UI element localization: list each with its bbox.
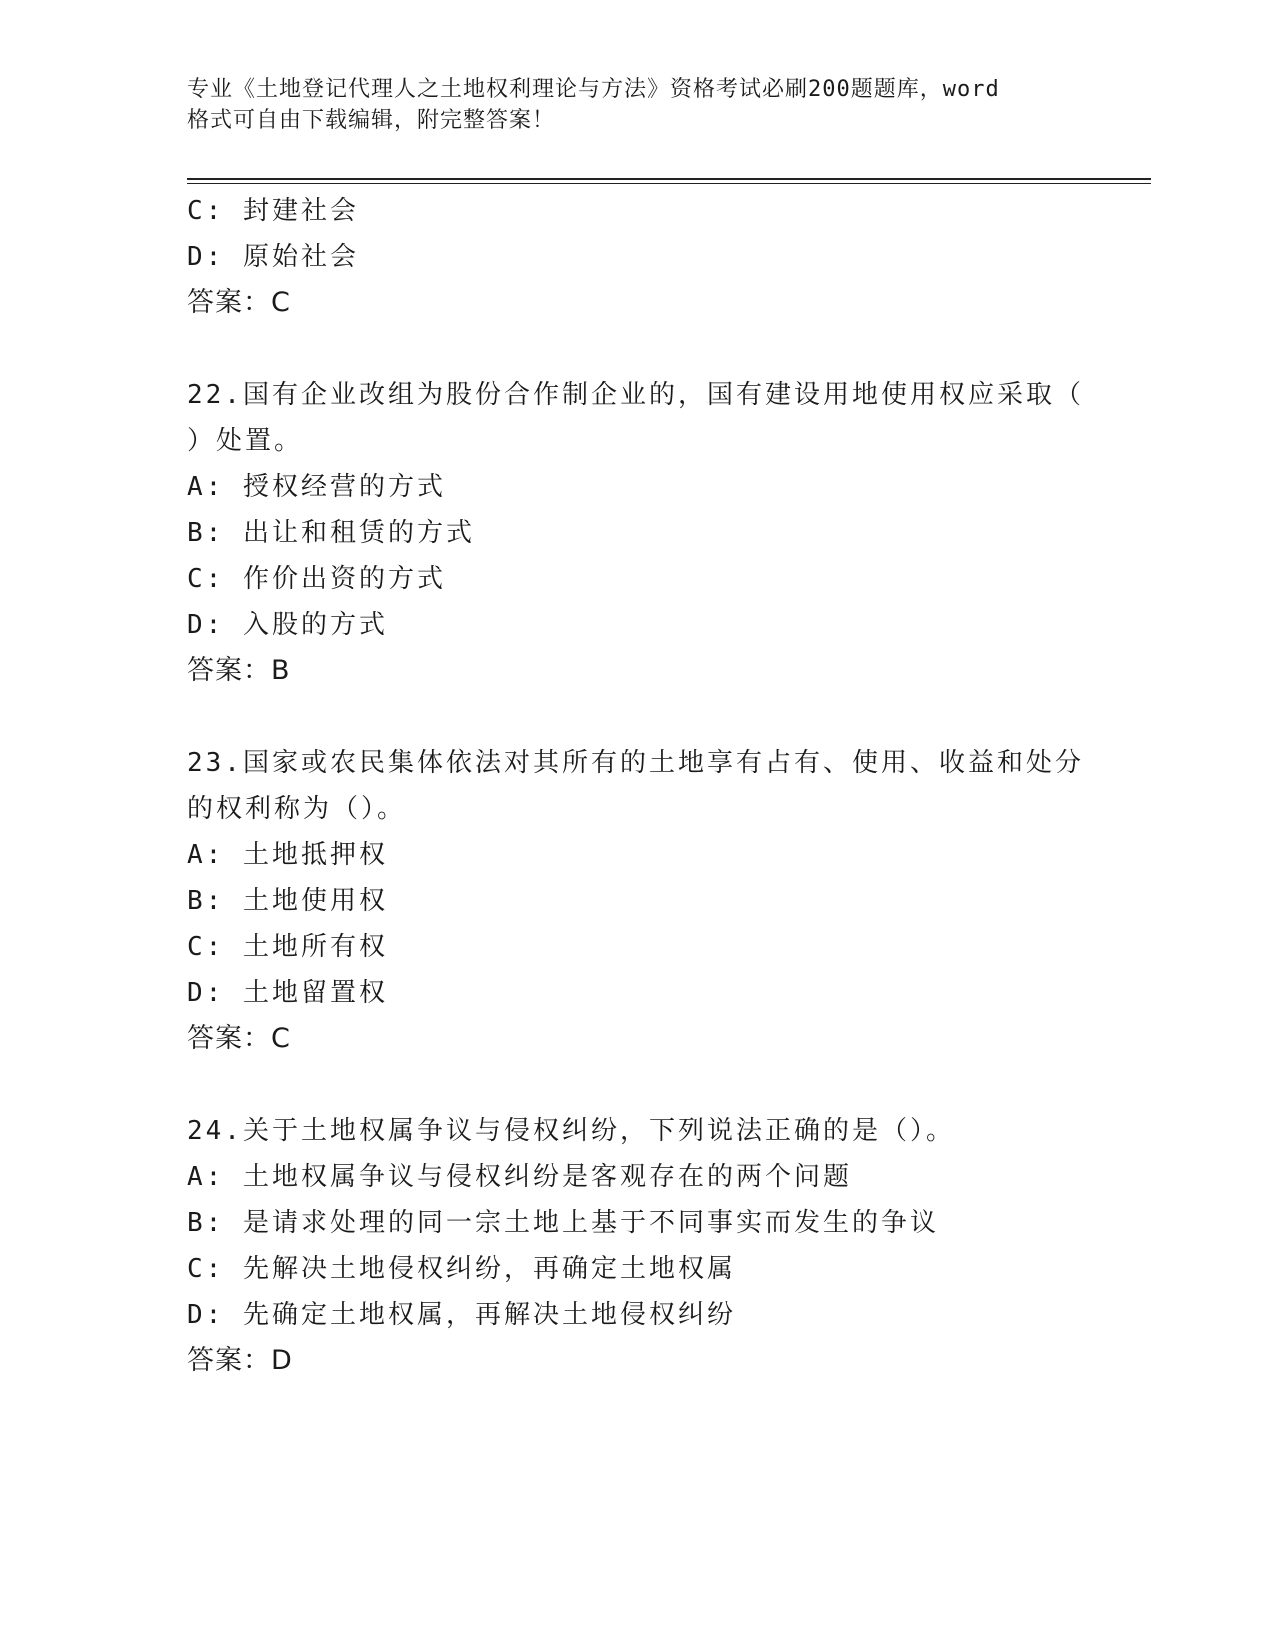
option-d: D: 入股的方式 (187, 610, 388, 640)
question-list (187, 188, 1087, 1384)
option-c: C: 作价出资的方式 (187, 564, 446, 594)
option-a: A: 土地抵押权 (187, 840, 388, 870)
answer: 答案：C (187, 287, 291, 318)
spacer (187, 1062, 1087, 1108)
document-header (187, 74, 1087, 136)
option-a: A: 授权经营的方式 (187, 472, 446, 502)
option-c: C: 封建社会 (187, 196, 359, 226)
option-b: B: 是请求处理的同一宗土地上基于不同事实而发生的争议 (187, 1208, 939, 1238)
option-c: C: 土地所有权 (187, 932, 388, 962)
question-23 (187, 740, 1087, 1062)
option-d: D: 先确定土地权属，再解决土地侵权纠纷 (187, 1300, 736, 1330)
question-stem-line-2: ）处置。 (187, 426, 304, 456)
header-line-1: 专业《土地登记代理人之土地权利理论与方法》资格考试必刷200题题库，word (187, 77, 1000, 102)
option-b: B: 土地使用权 (187, 886, 388, 916)
option-d: D: 土地留置权 (187, 978, 388, 1008)
spacer (187, 694, 1087, 740)
question-stem-line-2: 的权利称为（）。 (187, 794, 407, 824)
header-line-2: 格式可自由下载编辑，附完整答案！ (187, 108, 556, 133)
question-21 (187, 188, 1087, 326)
answer: 答案：C (187, 1023, 291, 1054)
question-stem-line-1: 23.国家或农民集体依法对其所有的土地享有占有、使用、收益和处分 (187, 748, 1084, 778)
header-rule-thick (187, 178, 1151, 180)
spacer (187, 326, 1087, 372)
question-22 (187, 372, 1087, 694)
option-b: B: 出让和租赁的方式 (187, 518, 475, 548)
option-c: C: 先解决土地侵权纠纷，再确定土地权属 (187, 1254, 736, 1284)
option-a: A: 土地权属争议与侵权纠纷是客观存在的两个问题 (187, 1162, 852, 1192)
question-stem-line-1: 24.关于土地权属争议与侵权纠纷，下列说法正确的是（）。 (187, 1116, 955, 1146)
option-d: D: 原始社会 (187, 242, 359, 272)
answer: 答案：B (187, 655, 291, 686)
question-24 (187, 1108, 1087, 1384)
question-stem-line-1: 22.国有企业改组为股份合作制企业的，国有建设用地使用权应采取（ (187, 380, 1084, 410)
answer: 答案：D (187, 1345, 293, 1376)
header-rule-thin (187, 183, 1151, 184)
